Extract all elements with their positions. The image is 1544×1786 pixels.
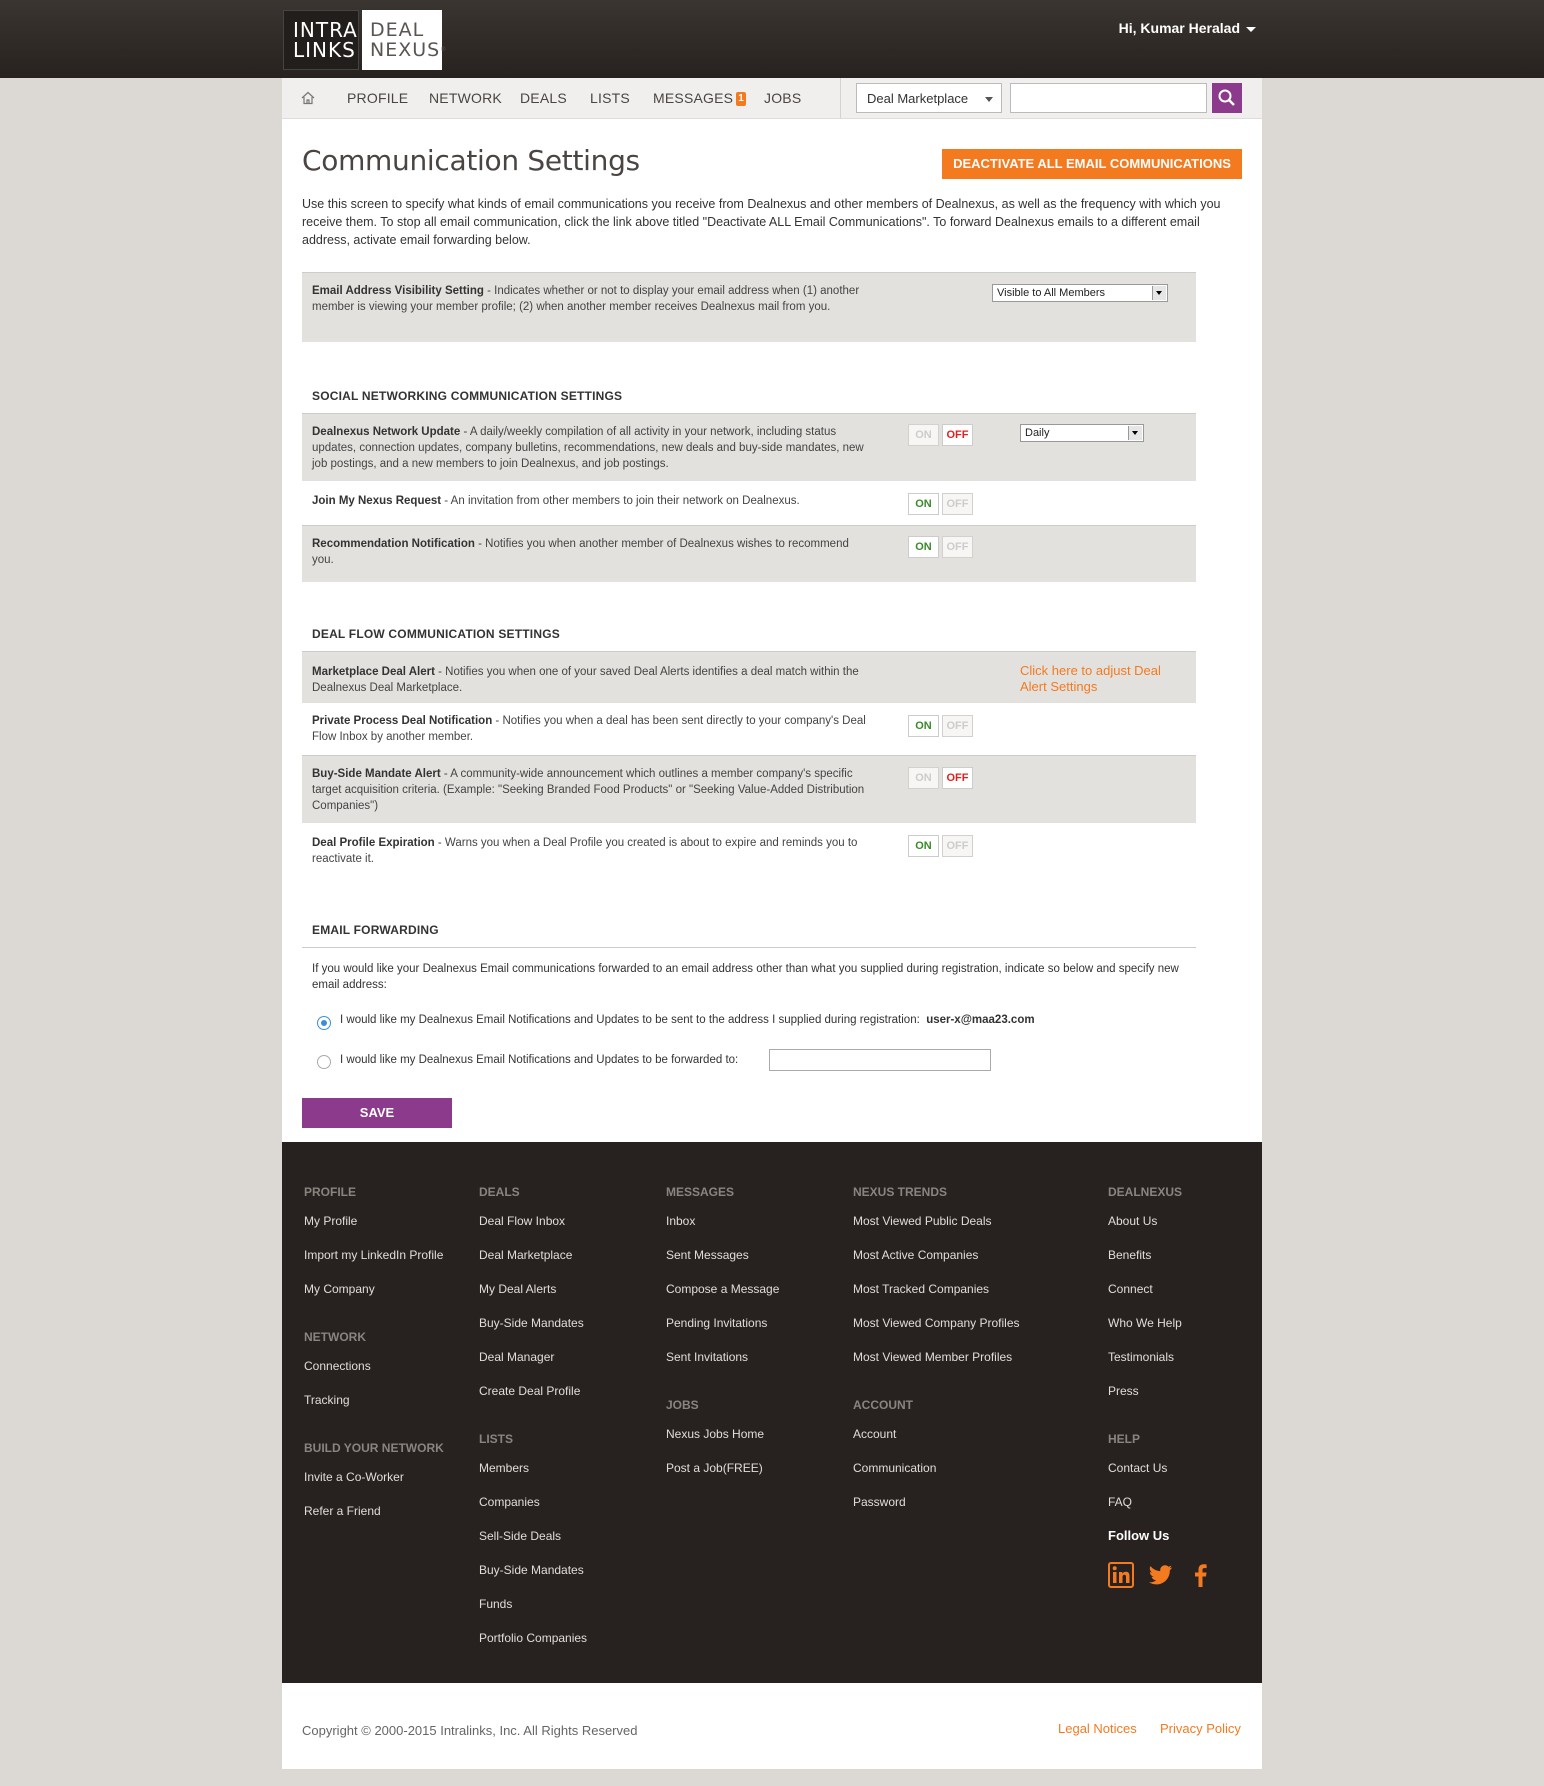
setting-desc: - Notifies you when one of your saved Deal Alerts identifies a deal match within the Dealnexus Deal Marketplace.	[312, 666, 859, 694]
footer-link[interactable]: Press	[1108, 1384, 1139, 1398]
privacy-policy-link[interactable]: Privacy Policy	[1160, 1721, 1241, 1736]
setting-row	[302, 823, 1196, 879]
network-update-toggle[interactable]	[908, 424, 976, 446]
footer-link[interactable]: Create Deal Profile	[479, 1384, 581, 1398]
registered-mark: ®	[440, 46, 448, 53]
footer-link[interactable]: Who We Help	[1108, 1316, 1182, 1330]
nav-messages-label: MESSAGES	[653, 90, 734, 106]
registration-option-text	[340, 1014, 1035, 1026]
footer-link[interactable]: Tracking	[304, 1393, 350, 1407]
chevron-down-icon	[985, 97, 993, 102]
messages-count-badge: 1	[736, 92, 746, 106]
search-scope-select[interactable]	[856, 83, 1002, 113]
forward-address-radio[interactable]	[317, 1055, 331, 1069]
toggle-on[interactable]: ON	[908, 835, 939, 857]
footer-link[interactable]: Most Viewed Member Profiles	[853, 1350, 1013, 1364]
visibility-select[interactable]	[992, 284, 1168, 302]
footer-heading: HELP	[1108, 1432, 1141, 1446]
logo-text-line: LINKS	[293, 38, 356, 62]
nav-messages[interactable]	[653, 90, 746, 106]
visibility-text	[312, 283, 872, 315]
footer-heading: JOBS	[666, 1398, 699, 1412]
nav-lists[interactable]: LISTS	[590, 90, 630, 106]
setting-label: Join My Nexus Request	[312, 495, 442, 507]
search-scope-value: Deal Marketplace	[867, 91, 969, 106]
linkedin-icon[interactable]	[1108, 1562, 1134, 1588]
twitter-icon[interactable]	[1148, 1562, 1174, 1588]
setting-label: Dealnexus Network Update	[312, 426, 461, 438]
visibility-row	[302, 272, 1196, 342]
footer-link[interactable]: Most Tracked Companies	[853, 1282, 990, 1296]
footer-heading: NETWORK	[304, 1330, 366, 1344]
setting-text	[312, 536, 872, 568]
visibility-label: Email Address Visibility Setting	[312, 285, 484, 297]
main-nav	[282, 78, 1262, 119]
top-bar	[0, 0, 1544, 78]
setting-row	[302, 525, 1196, 582]
footer-link[interactable]: Sent Messages	[666, 1248, 749, 1262]
setting-row	[302, 651, 1196, 703]
forwarding-section-title: EMAIL FORWARDING	[312, 923, 439, 937]
recommendation-toggle[interactable]	[908, 536, 976, 558]
setting-text	[312, 713, 872, 745]
footer-link[interactable]: Most Active Companies	[853, 1248, 979, 1262]
home-icon[interactable]	[300, 90, 316, 106]
footer-link[interactable]: Connections	[304, 1359, 371, 1373]
user-greeting: Hi, Kumar Heralad	[1118, 20, 1240, 36]
footer-link[interactable]: Post a Job(FREE)	[666, 1461, 763, 1475]
toggle-on[interactable]: ON	[908, 424, 939, 446]
logo-text-line: DEAL	[370, 19, 425, 41]
footer-link[interactable]: Portfolio Companies	[479, 1631, 588, 1645]
footer-heading: LISTS	[479, 1432, 514, 1446]
toggle-off[interactable]: OFF	[942, 424, 973, 446]
footer-heading: ACCOUNT	[853, 1398, 913, 1412]
forward-email-input[interactable]	[769, 1049, 991, 1071]
setting-text	[312, 493, 872, 509]
bottom-bar	[282, 1683, 1262, 1769]
toggle-on[interactable]: ON	[908, 715, 939, 737]
search-button[interactable]	[1212, 83, 1242, 113]
footer-heading: MESSAGES	[666, 1185, 735, 1199]
footer-link[interactable]: Most Viewed Public Deals	[853, 1214, 992, 1228]
follow-us-label: Follow Us	[1108, 1528, 1170, 1543]
nav-deals[interactable]: DEALS	[520, 90, 567, 106]
footer-heading: BUILD YOUR NETWORK	[304, 1441, 444, 1455]
footer-link[interactable]: Buy-Side Mandates	[479, 1316, 584, 1330]
setting-label: Private Process Deal Notification	[312, 715, 493, 727]
setting-label: Marketplace Deal Alert	[312, 666, 435, 678]
visibility-desc: - Indicates whether or not to display your email address when (1) another member is viewing your member profile; (2) when another member receives Dealnexus mail from you.	[312, 285, 860, 313]
setting-row	[302, 481, 1196, 525]
setting-text	[312, 835, 872, 867]
logo-text-line: NEXUS	[370, 39, 441, 61]
footer-link[interactable]: Most Viewed Company Profiles	[853, 1316, 1020, 1330]
footer-heading: DEALS	[479, 1185, 520, 1199]
setting-text	[312, 424, 872, 472]
copyright: Copyright © 2000-2015 Intralinks, Inc. All Rights Reserved	[302, 1723, 638, 1738]
section-divider	[302, 947, 1196, 948]
setting-text	[312, 766, 872, 814]
nav-network[interactable]: NETWORK	[429, 90, 502, 106]
dealflow-section-title: DEAL FLOW COMMUNICATION SETTINGS	[312, 627, 560, 641]
footer-link[interactable]: Nexus Jobs Home	[666, 1427, 765, 1441]
footer-link[interactable]: Communication	[853, 1461, 937, 1475]
chevron-down-icon	[1152, 286, 1166, 300]
setting-desc: - Notifies you when another member of Dealnexus wishes to recommend you.	[312, 538, 849, 566]
footer-link[interactable]: Funds	[479, 1597, 513, 1611]
legal-notices-link[interactable]: Legal Notices	[1058, 1721, 1137, 1736]
setting-label: Buy-Side Mandate Alert	[312, 768, 441, 780]
footer-link[interactable]: Compose a Message	[666, 1282, 780, 1296]
footer-link[interactable]: Pending Invitations	[666, 1316, 768, 1330]
logo-text-line: INTRA	[293, 18, 358, 42]
footer-link[interactable]: Testimonials	[1108, 1350, 1175, 1364]
toggle-off[interactable]: OFF	[942, 536, 973, 558]
registered-email: user-x@maa23.com	[926, 1014, 1035, 1026]
footer-heading: NEXUS TRENDS	[853, 1185, 948, 1199]
footer-link[interactable]: Sent Invitations	[666, 1350, 749, 1364]
search-input[interactable]	[1010, 83, 1207, 113]
footer-link[interactable]: Refer a Friend	[304, 1504, 381, 1518]
caret-down-icon	[1246, 27, 1256, 32]
footer-link[interactable]: Password	[853, 1495, 906, 1509]
setting-text	[312, 664, 872, 696]
setting-label: Deal Profile Expiration	[312, 837, 435, 849]
setting-desc: - An invitation from other members to join their network on Dealnexus.	[441, 495, 800, 507]
setting-row	[302, 703, 1196, 755]
user-menu[interactable]	[1119, 20, 1256, 36]
join-request-toggle[interactable]	[908, 493, 976, 515]
registration-address-radio[interactable]	[317, 1016, 331, 1030]
footer-link[interactable]: Inbox	[666, 1214, 696, 1228]
footer-link[interactable]: Invite a Co-Worker	[304, 1470, 404, 1484]
toggle-on[interactable]: ON	[908, 536, 939, 558]
footer-link[interactable]: My Profile	[304, 1214, 358, 1228]
setting-desc: - Notifies you when a deal has been sent directly to your company's Deal Flow Inbox by another member.	[312, 715, 866, 743]
deactivate-all-button[interactable]: DEACTIVATE ALL EMAIL COMMUNICATIONS	[942, 149, 1242, 179]
toggle-off[interactable]: OFF	[942, 767, 973, 789]
footer-link[interactable]: Connect	[1108, 1282, 1153, 1296]
save-button[interactable]: SAVE	[302, 1098, 452, 1128]
footer-link[interactable]: About Us	[1108, 1214, 1158, 1228]
intro-text: Use this screen to specify what kinds of email communications you receive from Dealnexus and other members of Dealnexus, as well as the frequency with which you receive them. To stop all email communication, click the link above titled "Deactivate ALL Email Communications". To forward Dealnexus emails to a different email address, activate email forwarding below.	[302, 197, 1221, 247]
facebook-icon[interactable]	[1188, 1562, 1214, 1588]
page-container	[282, 78, 1262, 1769]
deal-alert-settings-link[interactable]: Click here to adjust Deal Alert Settings	[1020, 663, 1161, 694]
toggle-on[interactable]: ON	[908, 493, 939, 515]
setting-desc: - A community-wide announcement which outlines a member company's specific target acquisition criteria. (Example: "Seeking Branded Food Products" or "Seeking Value-Added Distribution Companies")	[312, 768, 865, 812]
social-section-title: SOCIAL NETWORKING COMMUNICATION SETTINGS	[312, 389, 623, 403]
footer-link[interactable]: Deal Manager	[479, 1350, 555, 1364]
footer-link[interactable]: Buy-Side Mandates	[479, 1563, 584, 1577]
footer-heading: PROFILE	[304, 1185, 357, 1199]
footer-link[interactable]: Contact Us	[1108, 1461, 1168, 1475]
search-icon	[1212, 83, 1242, 113]
setting-row	[302, 755, 1196, 823]
forwarding-intro: If you would like your Dealnexus Email communications forwarded to an email address other than what you supplied during registration, indicate so below and specify new email address:	[312, 963, 1179, 991]
footer-link[interactable]: Import my LinkedIn Profile	[304, 1248, 444, 1262]
nav-jobs[interactable]: JOBS	[764, 90, 802, 106]
footer-link[interactable]: My Company	[304, 1282, 375, 1296]
deal-profile-expiration-toggle[interactable]	[908, 835, 976, 857]
footer-link[interactable]: My Deal Alerts	[479, 1282, 557, 1296]
footer-link[interactable]: Account	[853, 1427, 897, 1441]
toggle-on[interactable]: ON	[908, 767, 939, 789]
nav-profile[interactable]: PROFILE	[347, 90, 409, 106]
setting-desc: - Warns you when a Deal Profile you created is about to expire and reminds you to reactivate it.	[312, 837, 858, 865]
frequency-value: Daily	[1025, 427, 1050, 439]
footer-link[interactable]: Members	[479, 1461, 530, 1475]
footer-link[interactable]: Deal Flow Inbox	[479, 1214, 566, 1228]
chevron-down-icon	[1128, 426, 1142, 440]
footer-link[interactable]: FAQ	[1108, 1495, 1133, 1509]
footer-link[interactable]: Sell-Side Deals	[479, 1529, 562, 1543]
registration-option-label: I would like my Dealnexus Email Notifications and Updates to be sent to the address I supplied during registration:	[340, 1014, 920, 1026]
footer	[282, 1142, 1262, 1683]
intralinks-logo[interactable]	[283, 10, 359, 70]
setting-desc: - A daily/weekly compilation of all activity in your network, including status updates, connection updates, company bulletins, recommendations, new deals and buy-side mandates, new job postings, and a new members to join Dealnexus, and job postings.	[312, 426, 864, 470]
dealnexus-logo[interactable]	[362, 10, 448, 70]
page-title: Communication Settings	[302, 144, 640, 177]
visibility-value: Visible to All Members	[997, 287, 1106, 299]
toggle-off[interactable]: OFF	[942, 493, 973, 515]
forward-option-text: I would like my Dealnexus Email Notifications and Updates to be forwarded to:	[340, 1054, 739, 1066]
toggle-off[interactable]: OFF	[942, 715, 973, 737]
footer-link[interactable]: Deal Marketplace	[479, 1248, 573, 1262]
private-process-toggle[interactable]	[908, 715, 976, 737]
toggle-off[interactable]: OFF	[942, 835, 973, 857]
footer-link[interactable]: Benefits	[1108, 1248, 1152, 1262]
setting-row	[302, 413, 1196, 481]
nav-divider	[840, 78, 841, 118]
setting-label: Recommendation Notification	[312, 538, 475, 550]
footer-heading: DEALNEXUS	[1108, 1185, 1183, 1199]
buy-side-mandate-toggle[interactable]	[908, 767, 976, 789]
frequency-select[interactable]	[1020, 424, 1144, 442]
footer-link[interactable]: Companies	[479, 1495, 540, 1509]
